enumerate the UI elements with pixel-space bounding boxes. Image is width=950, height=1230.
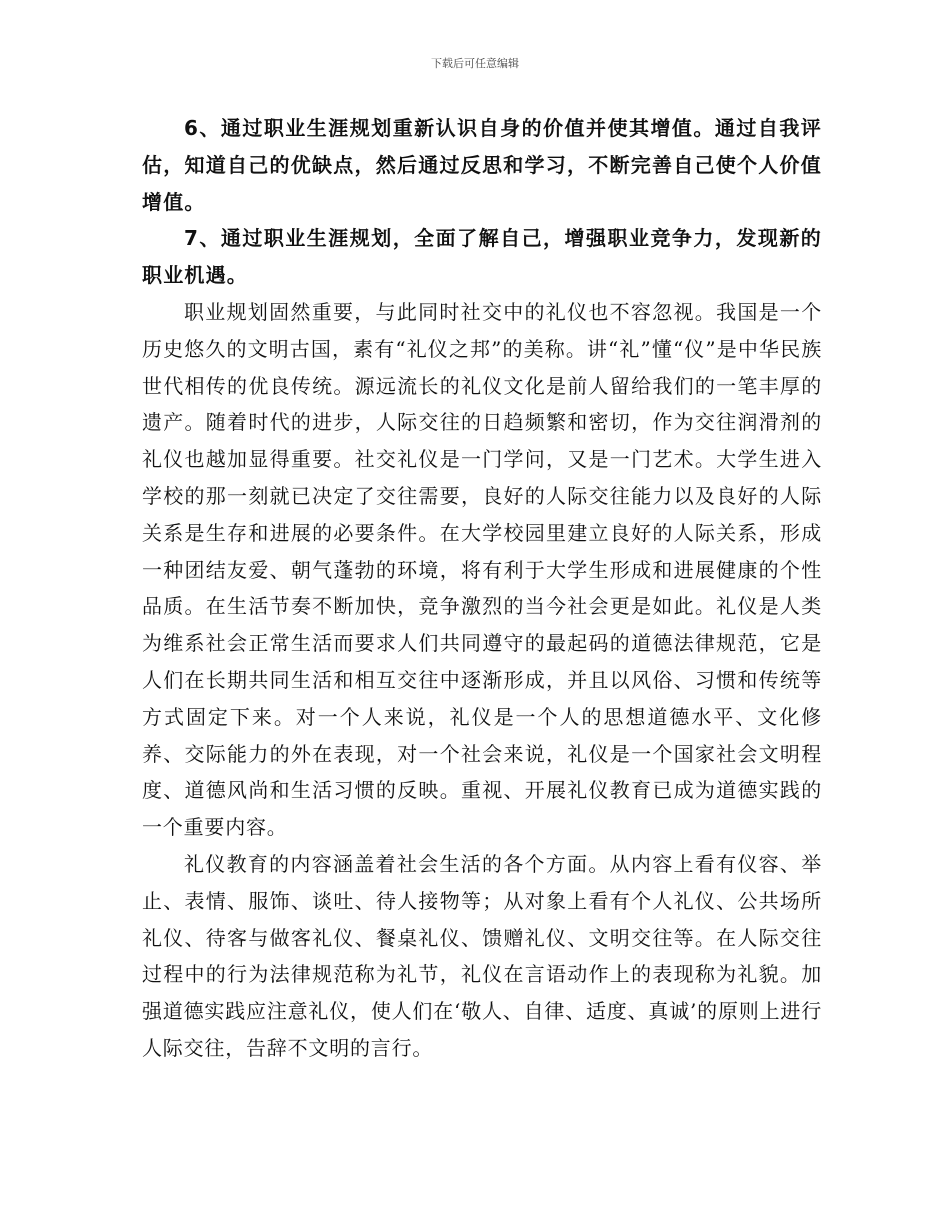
paragraph-etiquette-intro: 职业规划固然重要，与此同时社交中的礼仪也不容忽视。我国是一个历史悠久的文明古国，素有“礼仪之邦”的美称。讲“礼”懂“仪”是中华民族世代相传的优良传统。源远流长的礼仪文化是前人留给我们的一笔丰厚的遗产。随着时代的进步，人际交往的日趋频繁和密切，作为交往润滑剂的礼仪也越加显得重要。社交礼仪是一门学问，又是一门艺术。大学生进入学校的那一刻就已决定了交往需要，良好的人际交往能力以及良好的人际关系是生存和进展的必要条件。在大学校园里建立良好的人际关系，形成一种团结友爱、朝气蓬勃的环境，将有利于大学生形成和进展健康的个性品质。在生活节奏不断加快，竞争激烈的当今社会更是如此。礼仪是人类为维系社会正常生活而要求人们共同遵守的最起码的道德法律规范，它是人们在长期共同生活和相互交往中逐渐形成，并且以风俗、习惯和传统等方式固定下来。对一个人来说，礼仪是一个人的思想道德水平、文化修养、交际能力的外在表现，对一个社会来说，礼仪是一个国家社会文明程度、道德风尚和生活习惯的反映。重视、开展礼仪教育已成为道德实践的一个重要内容。: [142, 299, 822, 840]
paragraph-item-7: 7、通过职业生涯规划，全面了解自己，增强职业竞争力，发现新的职业机遇。: [142, 226, 822, 288]
document-body: [142, 110, 822, 1067]
paragraph-etiquette-content: 礼仪教育的内容涵盖着社会生活的各个方面。从内容上看有仪容、举止、表情、服饰、谈吐、待人接物等；从对象上看有个人礼仪、公共场所礼仪、待客与做客礼仪、餐桌礼仪、馈赠礼仪、文明交往等。在人际交往过程中的行为法律规范称为礼节，礼仪在言语动作上的表现称为礼貌。加强道德实践应注意礼仪，使人们在‘敬人、自律、适度、真诚’的原则上进行人际交往，告辞不文明的言行。: [142, 851, 822, 1060]
paragraph-item-6: 6、通过职业生涯规划重新认识自身的价值并使其增值。通过自我评估，知道自己的优缺点，然后通过反思和学习，不断完善自己使个人价值增值。: [142, 116, 822, 214]
header-note: 下载后可任意编辑: [431, 57, 519, 70]
